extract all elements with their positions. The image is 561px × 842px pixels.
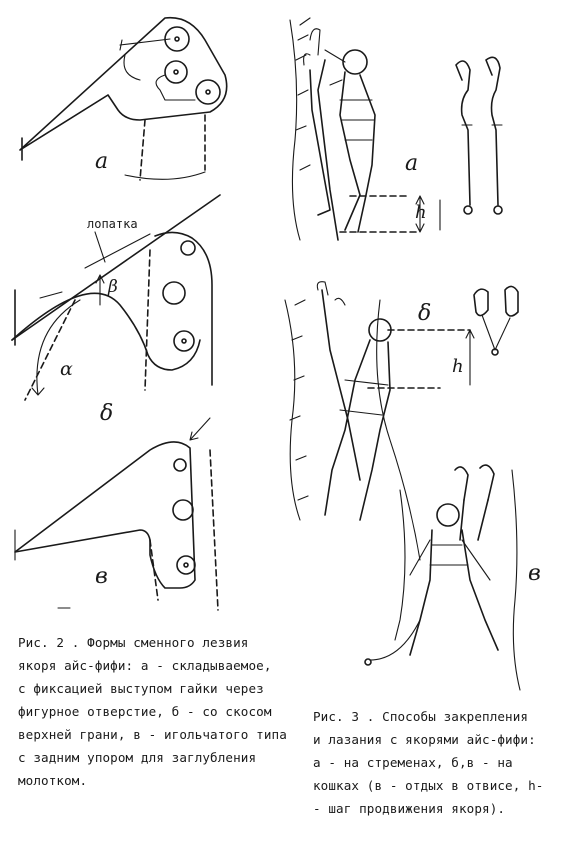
figure-2-drawing-v [15, 418, 218, 610]
caption-line: с фиксацией выступом гайки через [18, 681, 264, 696]
figure-3-drawing-v [365, 465, 541, 690]
caption-line: и лазания с якорями айс-фифи: [313, 732, 536, 747]
figure-2-label-v: в [95, 564, 108, 589]
caption-line: молотком. [18, 773, 88, 788]
caption-line: Рис. 3 . Способы закрепления [313, 709, 529, 724]
figure-2-label-b: δ [100, 401, 114, 426]
figure-3-label-v: в [528, 561, 541, 586]
figure-2-drawing-a [20, 18, 227, 180]
caption-line: верхней грани, в - игольчатого типа [18, 727, 287, 742]
caption-line: а - на стременах, б,в - на [313, 755, 513, 770]
figure-3-label-a: а [405, 151, 419, 176]
step-height-label-a: h [415, 202, 427, 223]
blade-part-label: лопатка [87, 217, 138, 231]
figure-2-drawing-b [12, 195, 220, 426]
caption-line: с задним упором для заглубления [18, 750, 257, 765]
figure-3-drawing-a [290, 18, 502, 240]
step-height-label-b: h [452, 356, 464, 377]
angle-beta-label: β [108, 277, 118, 297]
figure-2-label-a: а [95, 149, 109, 174]
figure-3-caption [313, 705, 543, 820]
caption-line: якоря айс-фифи: а - складываемое, [18, 658, 272, 673]
caption-line: фигурное отверстие, б - со скосом [18, 704, 272, 719]
angle-alpha-label: α [60, 358, 73, 380]
figure-2-caption [18, 631, 287, 792]
caption-line: кошках (в - отдых в отвисе, h- [313, 778, 544, 793]
caption-line: - шаг продвижения якоря). [313, 801, 506, 816]
caption-line: Рис. 2 . Формы сменного лезвия [18, 635, 249, 650]
figure-3-label-b: δ [418, 301, 432, 326]
